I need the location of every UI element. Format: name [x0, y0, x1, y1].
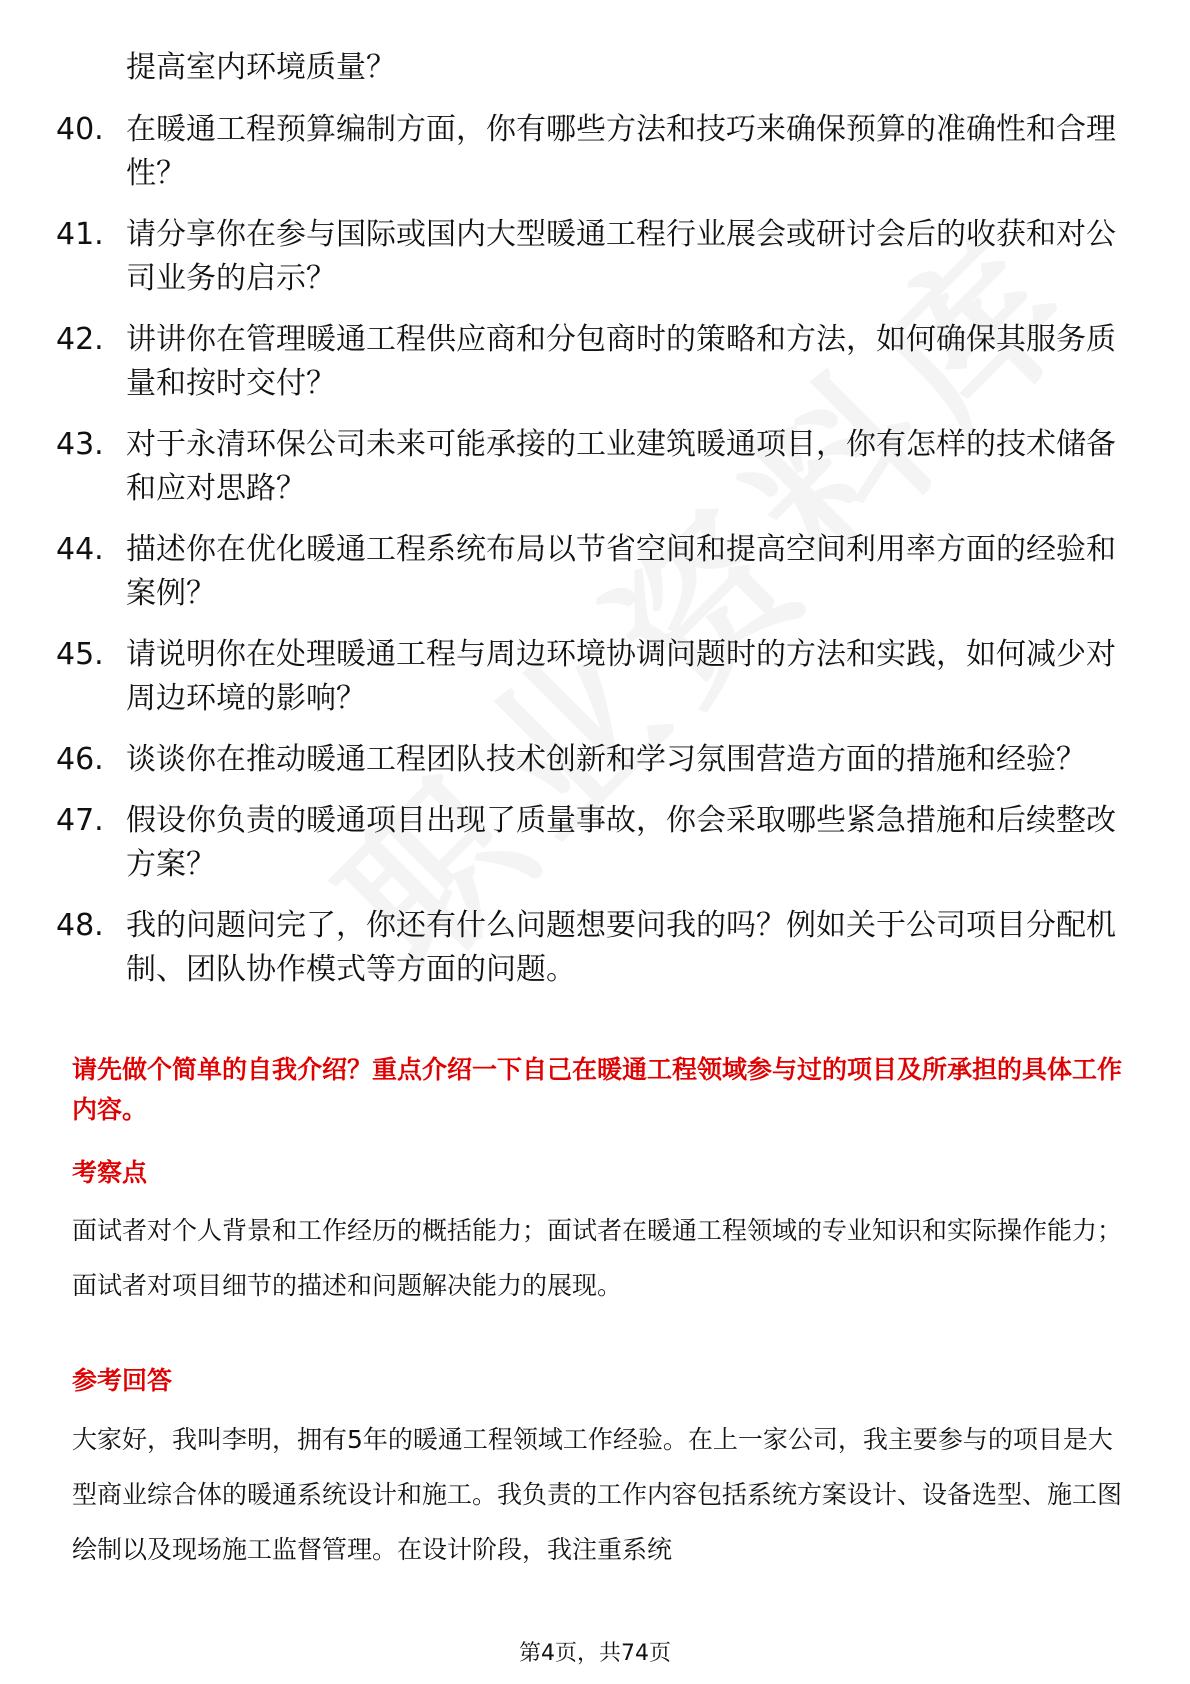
list-item — [56, 108, 1116, 196]
item-number: 44. — [56, 532, 104, 567]
item-text: 假设你负责的暖通项目出现了质量事故，你会采取哪些紧急措施和后续整改方案？ — [126, 803, 1116, 882]
item-text: 在暖通工程预算编制方面，你有哪些方法和技巧来确保预算的准确性和合理性？ — [126, 112, 1116, 191]
list-item — [56, 318, 1116, 406]
list-item — [56, 633, 1116, 721]
question-continuation: 提高室内环境质量？ — [126, 50, 396, 85]
item-number: 48. — [56, 908, 104, 943]
item-number: 43. — [56, 427, 104, 462]
list-item — [56, 528, 1116, 616]
item-text: 谈谈你在推动暖通工程团队技术创新和学习氛围营造方面的措施和经验？ — [126, 742, 1086, 777]
page-number: 第4页，共74页 — [519, 1641, 671, 1666]
item-number: 46. — [56, 742, 104, 777]
item-number: 41. — [56, 217, 104, 252]
item-text: 请分享你在参与国际或国内大型暖通工程行业展会或研讨会后的收获和对公司业务的启示？ — [126, 217, 1116, 296]
list-item — [56, 738, 1116, 782]
item-text: 我的问题问完了，你还有什么问题想要问我的吗？例如关于公司项目分配机制、团队协作模式等方面的问题。 — [126, 908, 1116, 987]
item-text: 描述你在优化暖通工程系统布局以节省空间和提高空间利用率方面的经验和案例？ — [126, 532, 1116, 611]
item-number: 42. — [56, 322, 104, 357]
list-item — [56, 904, 1116, 992]
assessment-text: 面试者对个人背景和工作经历的概括能力；面试者在暖通工程领域的专业知识和实际操作能力；面试者对项目细节的描述和问题解决能力的展现。 — [72, 1216, 1123, 1300]
list-item — [56, 213, 1116, 301]
answer-text: 大家好，我叫李明，拥有5年的暖通工程领域工作经验。在上一家公司，我主要参与的项目是大型商业综合体的暖通系统设计和施工。我负责的工作内容包括系统方案设计、设备选型、施工图绘制以及现场施工监督管理。在设计阶段，我注重系统 — [72, 1425, 1122, 1564]
item-text: 讲讲你在管理暖通工程供应商和分包商时的策略和方法，如何确保其服务质量和按时交付？ — [126, 322, 1116, 401]
question-heading: 请先做个简单的自我介绍？重点介绍一下自己在暖通工程领域参与过的项目及所承担的具体工作内容。 — [72, 1055, 1123, 1124]
list-item — [56, 799, 1116, 887]
list-item — [56, 423, 1116, 511]
item-number: 47. — [56, 803, 104, 838]
assessment-label: 考察点 — [72, 1158, 148, 1187]
question-list — [56, 46, 1116, 1009]
item-number: 40. — [56, 112, 104, 147]
item-text: 对于永清环保公司未来可能承接的工业建筑暖通项目，你有怎样的技术储备和应对思路？ — [126, 427, 1116, 506]
answer-label: 参考回答 — [72, 1366, 173, 1395]
item-text: 请说明你在处理暖通工程与周边环境协调问题时的方法和实践，如何减少对周边环境的影响？ — [126, 637, 1116, 716]
item-number: 45. — [56, 637, 104, 672]
